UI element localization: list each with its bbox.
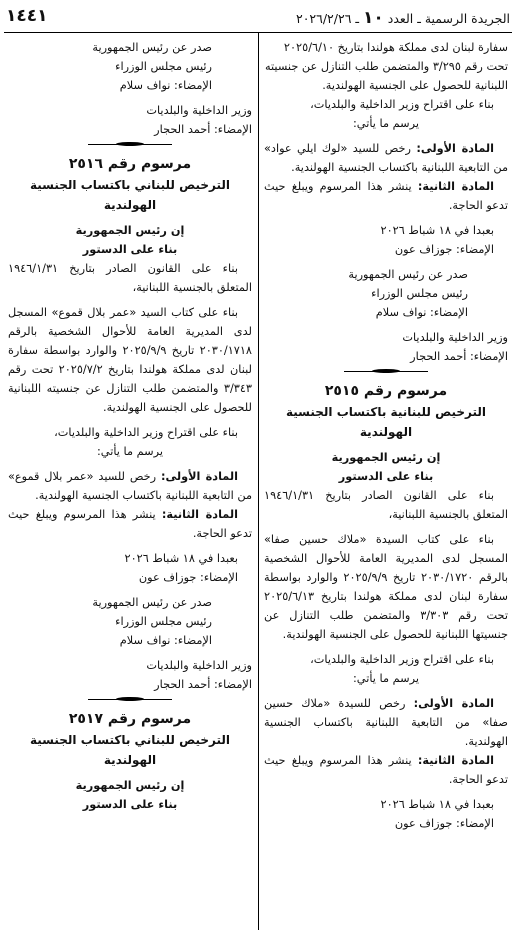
article-two bbox=[264, 177, 508, 215]
constitution-line: بناء على الدستور bbox=[82, 243, 178, 256]
article-text: رخص للسيد «لوك ايلي عواد» من التابعية اللبنانية باكتساب الجنسية الهولندية. bbox=[264, 142, 508, 174]
decrees-line: يرسم ما يأتي: bbox=[353, 672, 419, 685]
article-text: ينشر هذا المرسوم ويبلغ حيث تدعو الحاجة. bbox=[264, 180, 508, 212]
decree-title: مرسوم رقم ٢٥١٧ bbox=[68, 711, 192, 727]
minister-title: وزير الداخلية والبلديات bbox=[146, 104, 252, 117]
book-paragraph: بناء على كتاب السيد «عمر بلال قموع» المسجل لدى المديرية العامة للأحوال الشخصية بالرقم ٢٠٣٠/١٧١٨ تاريخ ٢٠٢٥/٩/٩ والوارد بواسطة سفارة لبنان لدى مملكة هولندا بتاريخ ٢٠٢٥/٧/٢ تحت رقم ٣/٣٤٣ والمتضمن طلب التنازل عن جنسيته اللبنانية للحصول على الجنسية الهولندية. bbox=[8, 306, 252, 414]
decree-title: مرسوم رقم ٢٥١٥ bbox=[324, 383, 448, 399]
book-paragraph: بناء على كتاب السيدة «ملاك حسين صفا» المسجل لدى المديرية العامة للأحوال الشخصية بالرقم ٢٠٣٠/١٧٢٠ تاريخ ٢٠٢٥/٩/٩ والوارد بواسطة سفارة لبنان لدى مملكة هولندا بتاريخ ٢٠٢٥/٦/١٣ تحت رقم ٣/٣٠٣ والمتضمن طلب التنازل عن جنسيتها اللبنانية للحصول على الجنسية الهولندية. bbox=[264, 533, 508, 641]
law-paragraph: بناء على القانون الصادر بتاريخ ١٩٤٦/١/٣١ المتعلق بالجنسية اللبنانية، bbox=[264, 489, 508, 521]
article-text: رخص للسيد «عمر بلال قموع» من التابعية اللبنانية باكتساب الجنسية الهولندية. bbox=[8, 470, 252, 502]
article-label: المادة الثانية: bbox=[417, 180, 494, 193]
signature-aoun: الإمضاء: جوزاف عون bbox=[394, 243, 494, 256]
proposal-line: بناء على اقتراح وزير الداخلية والبلديات، bbox=[54, 426, 238, 439]
article-two bbox=[8, 505, 252, 543]
signature-salam: الإمضاء: نواف سلام bbox=[119, 634, 212, 647]
article-text: ينشر هذا المرسوم ويبلغ حيث تدعو الحاجة. bbox=[8, 508, 252, 540]
proposal-line: بناء على اقتراح وزير الداخلية والبلديات، bbox=[310, 653, 494, 666]
header-title bbox=[296, 8, 510, 28]
signature-hajjar: الإمضاء: أحمد الحجار bbox=[154, 123, 252, 136]
president-line: إن رئيس الجمهورية bbox=[75, 779, 185, 792]
article-text: ينشر هذا المرسوم ويبلغ حيث تدعو الحاجة. bbox=[264, 754, 508, 786]
date-line: بعبدا في ١٨ شباط ٢٠٢٦ bbox=[380, 224, 494, 237]
constitution-line: بناء على الدستور bbox=[338, 470, 434, 483]
date-line: بعبدا في ١٨ شباط ٢٠٢٦ bbox=[124, 552, 238, 565]
article-label: المادة الأولى: bbox=[416, 142, 495, 155]
decrees-line: يرسم ما يأتي: bbox=[353, 117, 419, 130]
section-separator bbox=[8, 139, 252, 151]
page-number: ١٤٤١ bbox=[6, 6, 48, 26]
article-label: المادة الثانية: bbox=[161, 508, 238, 521]
issue-number: ١٠ bbox=[363, 8, 384, 28]
left-column bbox=[8, 38, 252, 934]
signature-hajjar: الإمضاء: أحمد الحجار bbox=[154, 678, 252, 691]
text-line: اللبنانية للحصول على الجنسية الهولندية. bbox=[322, 79, 508, 92]
signature-aoun: الإمضاء: جوزاف عون bbox=[138, 571, 238, 584]
article-label: المادة الثانية: bbox=[417, 754, 494, 767]
signature-salam: الإمضاء: نواف سلام bbox=[119, 79, 212, 92]
president-line: إن رئيس الجمهورية bbox=[331, 451, 441, 464]
decree-subtitle: الترخيص للبنانية باكتساب الجنسية الهولندية bbox=[285, 405, 487, 439]
right-column bbox=[264, 38, 508, 934]
section-separator bbox=[264, 366, 508, 378]
section-separator bbox=[8, 694, 252, 706]
minister-title: وزير الداخلية والبلديات bbox=[146, 659, 252, 672]
law-paragraph: بناء على القانون الصادر بتاريخ ١٩٤٦/١/٣١ المتعلق بالجنسية اللبنانية، bbox=[8, 262, 252, 294]
proposal-line: بناء على اقتراح وزير الداخلية والبلديات، bbox=[310, 98, 494, 111]
date-line: بعبدا في ١٨ شباط ٢٠٢٦ bbox=[380, 798, 494, 811]
text-line: سفارة لبنان لدى مملكة هولندا بتاريخ ٢٠٢٥/٦/١٠ bbox=[283, 41, 508, 54]
pm-title: رئيس مجلس الوزراء bbox=[371, 287, 468, 300]
column-divider bbox=[258, 33, 259, 930]
article-one bbox=[264, 694, 508, 751]
decree-subtitle: الترخيص للبناني باكتساب الجنسية الهولندية bbox=[29, 178, 230, 212]
article-label: المادة الأولى: bbox=[160, 470, 238, 483]
signature-aoun: الإمضاء: جوزاف عون bbox=[394, 817, 494, 830]
pm-title: رئيس مجلس الوزراء bbox=[115, 60, 212, 73]
article-one bbox=[8, 467, 252, 505]
signature-salam: الإمضاء: نواف سلام bbox=[375, 306, 468, 319]
issued-by: صدر عن رئيس الجمهورية bbox=[348, 268, 468, 281]
decree-subtitle: الترخيص للبناني باكتساب الجنسية الهولندية bbox=[29, 733, 230, 767]
pm-title: رئيس مجلس الوزراء bbox=[115, 615, 212, 628]
article-text: رخص للسيدة «ملاك حسين صفا» من التابعية اللبنانية باكتساب الجنسية الهولندية. bbox=[264, 697, 508, 748]
president-line: إن رئيس الجمهورية bbox=[75, 224, 185, 237]
issued-by: صدر عن رئيس الجمهورية bbox=[92, 596, 212, 609]
issue-date: ـ ٢٠٢٦/٢/٢٦ bbox=[295, 11, 360, 26]
article-label: المادة الأولى: bbox=[413, 697, 495, 710]
decree-title: مرسوم رقم ٢٥١٦ bbox=[68, 156, 192, 172]
article-one bbox=[264, 139, 508, 177]
decrees-line: يرسم ما يأتي: bbox=[97, 445, 163, 458]
article-two bbox=[264, 751, 508, 789]
page-header bbox=[6, 6, 510, 30]
text-line: تحت رقم ٣/٢٩٥ والمتضمن طلب التنازل عن جنسيته bbox=[264, 60, 508, 73]
minister-title: وزير الداخلية والبلديات bbox=[402, 331, 508, 344]
issued-by: صدر عن رئيس الجمهورية bbox=[92, 41, 212, 54]
gazette-title: الجريدة الرسمية ـ العدد bbox=[387, 11, 510, 26]
constitution-line: بناء على الدستور bbox=[82, 798, 178, 811]
signature-hajjar: الإمضاء: أحمد الحجار bbox=[410, 350, 508, 363]
